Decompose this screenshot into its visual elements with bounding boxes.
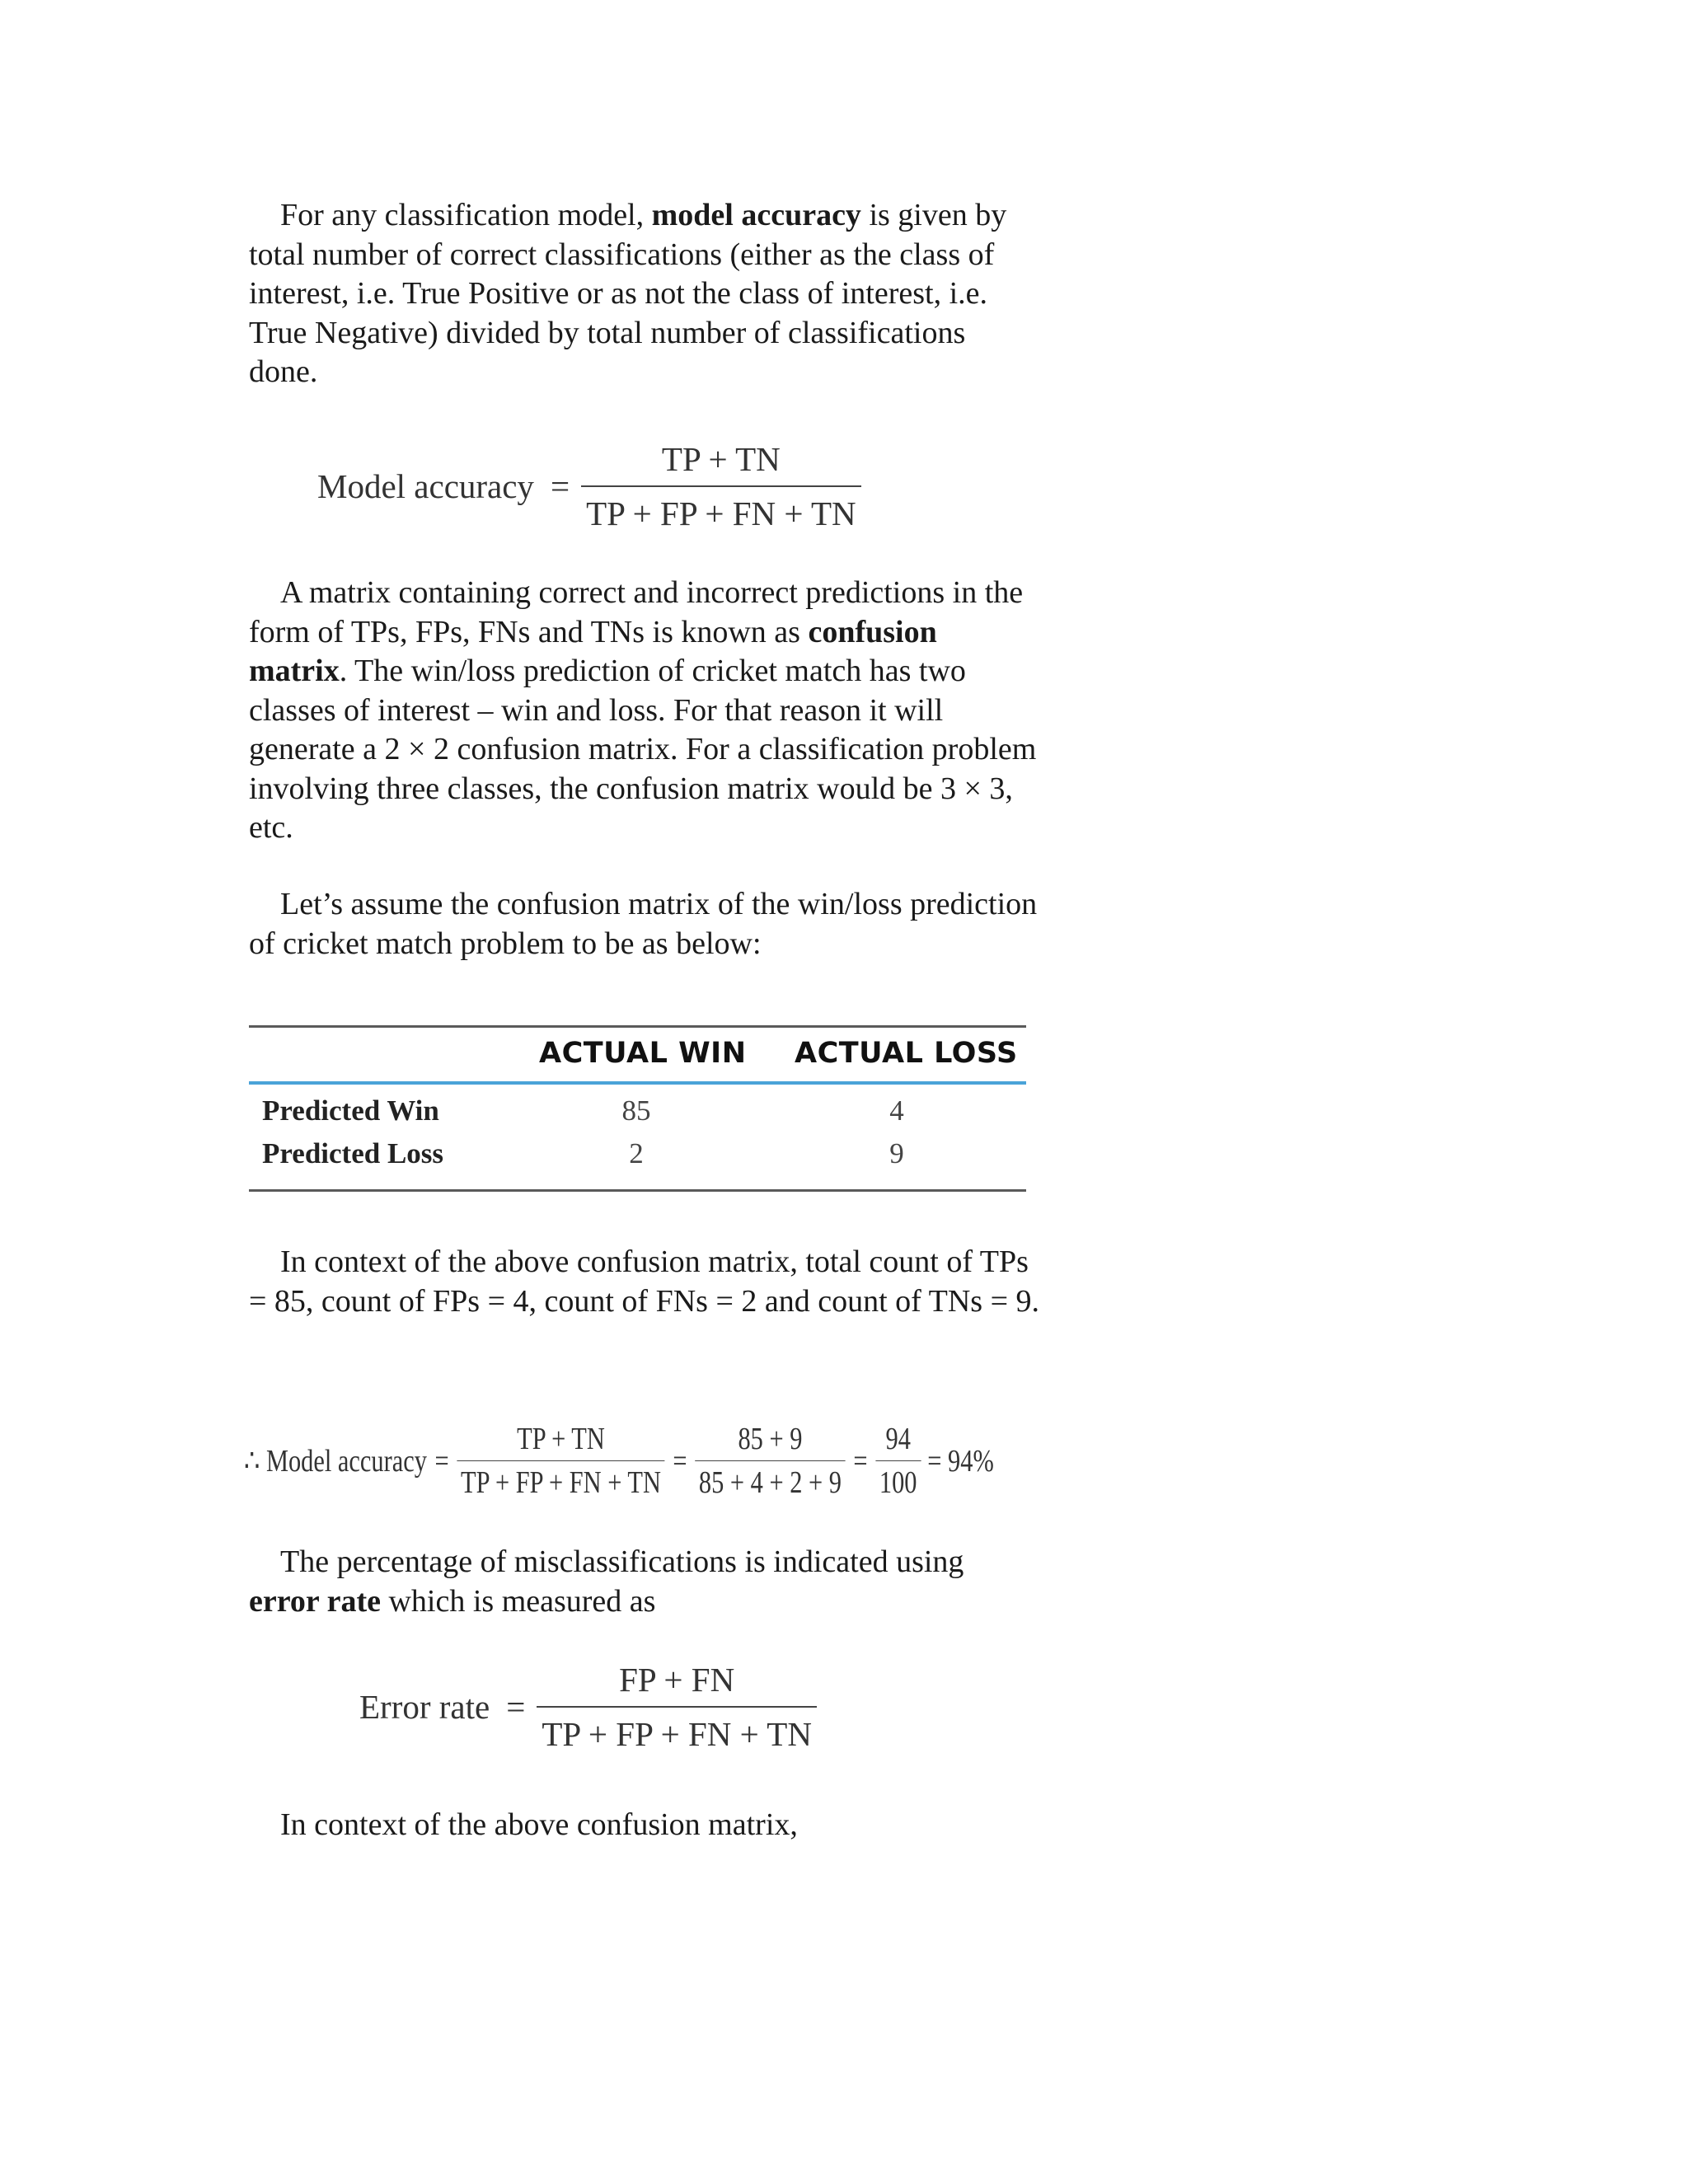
numerator: TP + TN: [581, 439, 861, 487]
paragraph-text: . The win/loss prediction of cricket match has two classes of interest – win and loss. For that reason it will generate a 2 × 2 confusion matrix. For a classification problem involving three classes, the confusion matrix would be 3 × 3, etc.: [249, 654, 1037, 845]
table-top-rule: [249, 1025, 1026, 1028]
equals-sign: =: [506, 1688, 526, 1726]
numerator: FP + FN: [537, 1660, 817, 1708]
paragraph-confusion-matrix: [249, 574, 1040, 848]
denominator: TP + FP + FN + TN: [461, 1465, 661, 1500]
paragraph-text: In context of the above confusion matrix, total count of TPs = 85, count of FPs = 4, count of FNs = 2 and count of TNs = 9.: [249, 1244, 1039, 1319]
equals-sign: =: [550, 467, 570, 505]
numerator: 85 + 9: [695, 1421, 846, 1461]
formula-error-rate: [359, 1660, 817, 1754]
fraction: [875, 1421, 921, 1501]
column-header-actual-win: ACTUAL WIN: [539, 1037, 747, 1070]
formula-accuracy-computation: [244, 1421, 994, 1501]
term-error-rate: error rate: [249, 1583, 381, 1619]
denominator: 100: [879, 1465, 917, 1500]
equals-sign: =: [434, 1443, 449, 1479]
term-model-accuracy: model accuracy: [651, 198, 861, 232]
numerator: TP + TN: [457, 1421, 665, 1461]
table-cell: 85: [621, 1094, 651, 1127]
term-confusion-matrix: confusion matrix: [249, 614, 937, 688]
equals-sign: =: [673, 1443, 687, 1479]
formula-lhs: Model accuracy: [317, 467, 534, 505]
table-header-rule: [249, 1081, 1026, 1085]
paragraph-text: For any classification model,: [280, 198, 652, 232]
fraction: [581, 439, 861, 533]
numerator: 94: [875, 1421, 921, 1461]
paragraph-context: [249, 1806, 1040, 1845]
paragraph-assume: [249, 885, 1040, 963]
paragraph-text: A matrix containing correct and incorrect predictions in the form of TPs, FPs, FNs and TNs is known as: [249, 575, 1024, 649]
equals-sign: =: [853, 1443, 868, 1479]
denominator: TP + FP + FN + TN: [586, 494, 856, 532]
denominator: 85 + 4 + 2 + 9: [698, 1465, 842, 1500]
table-bottom-rule: [249, 1189, 1026, 1192]
formula-result: = 94%: [927, 1443, 994, 1479]
row-label-predicted-loss: Predicted Loss: [262, 1137, 444, 1169]
table-cell: 2: [629, 1137, 644, 1169]
paragraph-model-accuracy: [249, 196, 1040, 392]
confusion-matrix-table: [249, 1025, 1026, 1193]
formula-lhs: Error rate: [359, 1688, 490, 1726]
paragraph-counts: [249, 1243, 1040, 1321]
denominator: TP + FP + FN + TN: [542, 1715, 812, 1753]
formula-model-accuracy: [317, 439, 861, 533]
row-label-predicted-win: Predicted Win: [262, 1094, 439, 1127]
paragraph-error-rate: [249, 1543, 1040, 1621]
table-cell: 9: [889, 1137, 904, 1169]
paragraph-text: The percentage of misclassifications is indicated using: [280, 1544, 964, 1579]
paragraph-text: In context of the above confusion matrix,: [280, 1807, 798, 1842]
column-header-actual-loss: ACTUAL LOSS: [795, 1037, 1018, 1070]
paragraph-text: is given by total number of correct classifications (either as the class of interest, i.e. True Positive or as not the class of interest, i.e. True Negative) divided by total number of classifications done.: [249, 198, 1007, 389]
paragraph-text: Let’s assume the confusion matrix of the win/loss prediction of cricket match problem to be as below:: [249, 887, 1038, 961]
fraction: [457, 1421, 665, 1501]
fraction: [537, 1660, 817, 1754]
formula-lhs: ∴ Model accuracy: [244, 1444, 427, 1479]
fraction: [695, 1421, 846, 1501]
paragraph-text: which is measured as: [380, 1583, 656, 1619]
table-cell: 4: [889, 1094, 904, 1127]
